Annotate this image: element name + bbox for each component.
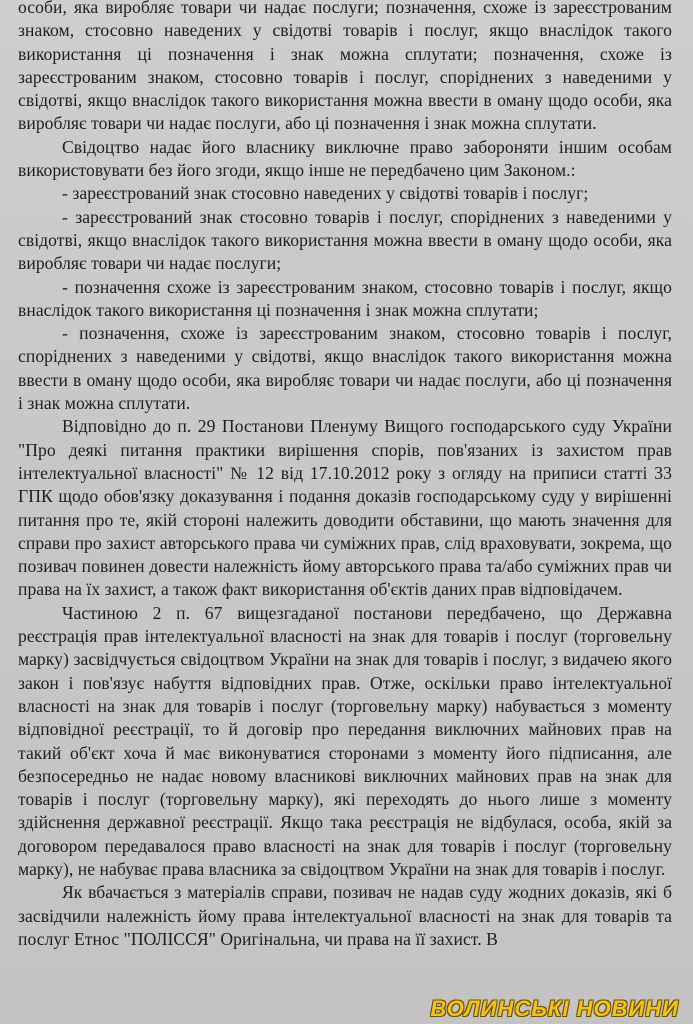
paragraph-continuation: особи, яка виробляє товари чи надає послуги; позначення, схоже із зареєстрованим знаком, стосовно наведених у свідотві товарів і послуг, якщо внаслідок такого використання ці позначення і знак можна сплутати; позначення, схоже із зареєстрованим знаком, стосовно товарів і послуг, споріднених з наведеними у свідотві, якщо внаслідок такого використання можна ввести в оману щодо особи, яка виробляє товари чи надає послуги, або ці позначення і знак можна сплутати. <box>18 0 672 134</box>
list-item-similar-related: - позначення, схоже із зареєстрованим знаком, стосовно товарів і послуг, споріднених з наведеними у свідотві, якщо внаслідок такого використання можна ввести в оману щодо особи, яка виробляє товари чи надає послуги, або ці позначення і знак можна сплутати. <box>18 323 672 414</box>
list-item-related-goods: - зареєстрований знак стосовно товарів і послуг, споріднених з наведеними у свідотві, якщо внаслідок такого використання можна ввести в оману щодо особи, яка виробляє товари чи надає послуги; <box>18 206 672 274</box>
paragraph-certificate-rights: Свідоцтво надає його власнику виключне право забороняти іншим особам використовувати без його згоди, якщо інше не передбачено цим Законом.: <box>18 136 672 181</box>
paragraph-case-materials: Як вбачається з матеріалів справи, позивач не надав суду жодних доказів, які б засвідчили належність йому права інтелектуальної власності на знак для товарів та послуг Етнос "ПОЛІССЯ" Оригінальна, чи права на її захист. В <box>18 882 672 949</box>
list-item-similar-designation: - позначення схоже із зареєстрованим знаком, стосовно товарів і послуг, якщо внаслідок такого використання ці позначення і знак можна сплутати; <box>18 276 672 320</box>
list-item-registered-mark: - зареєстрований знак стосовно наведених у свідотві товарів і послуг; <box>62 183 589 204</box>
document-body <box>18 0 672 951</box>
paragraph-state-registration: Частиною 2 п. 67 вищезгаданої постанови передбачено, що Державна реєстрація прав інтелектуальної власності на знак для товарів і послуг (торговельну марку) засвідчується свідоцтвом України на знак для товарів і послуг, з видачею якого закон і пов'язує набуття відповідних прав. Отже, оскільки право інтелектуальної власності на знак для товарів і послуг (торговельну марку) набувається з моменту відповідної реєстрації, то й договір про передання виключних майнових прав на такий об'єкт хоча й має виконуватися сторонами з моменту його підписання, але безпосередньо не надає новому власникові виключних майнових прав на знак для товарів і послуг (торговельну марку), які переходять до нього лише з моменту здійснення державної реєстрації. Якщо така реєстрація не відбулася, особа, якій за договором передавалося право власності на знак для товарів і послуг (торговельну марку), не набуває права власника за свідоцтвом України на знак для товарів і послуг. <box>18 602 672 879</box>
paragraph-plenum-resolution: Відповідно до п. 29 Постанови Пленуму Вищого господарського суду України "Про деякі питання практики вирішення спорів, пов'язаних із захистом прав інтелектуальної власності" № 12 від 17.10.2012 року з огляду на приписи статті 33 ГПК щодо обов'язку доказування і подання доказів господарському суду у вирішенні питання про те, якій стороні належить доводити обставини, що мають значення для справи про захист авторського права чи суміжних прав, слід враховувати, зокрема, що позивач повинен довести належність йому авторського права та/або суміжних прав чи права на їх захист, а також факт використання об'єктів даних прав відповідачем. <box>18 416 672 600</box>
watermark-logo: ВОЛИНСЬКІ НОВИНИ <box>430 996 679 1021</box>
